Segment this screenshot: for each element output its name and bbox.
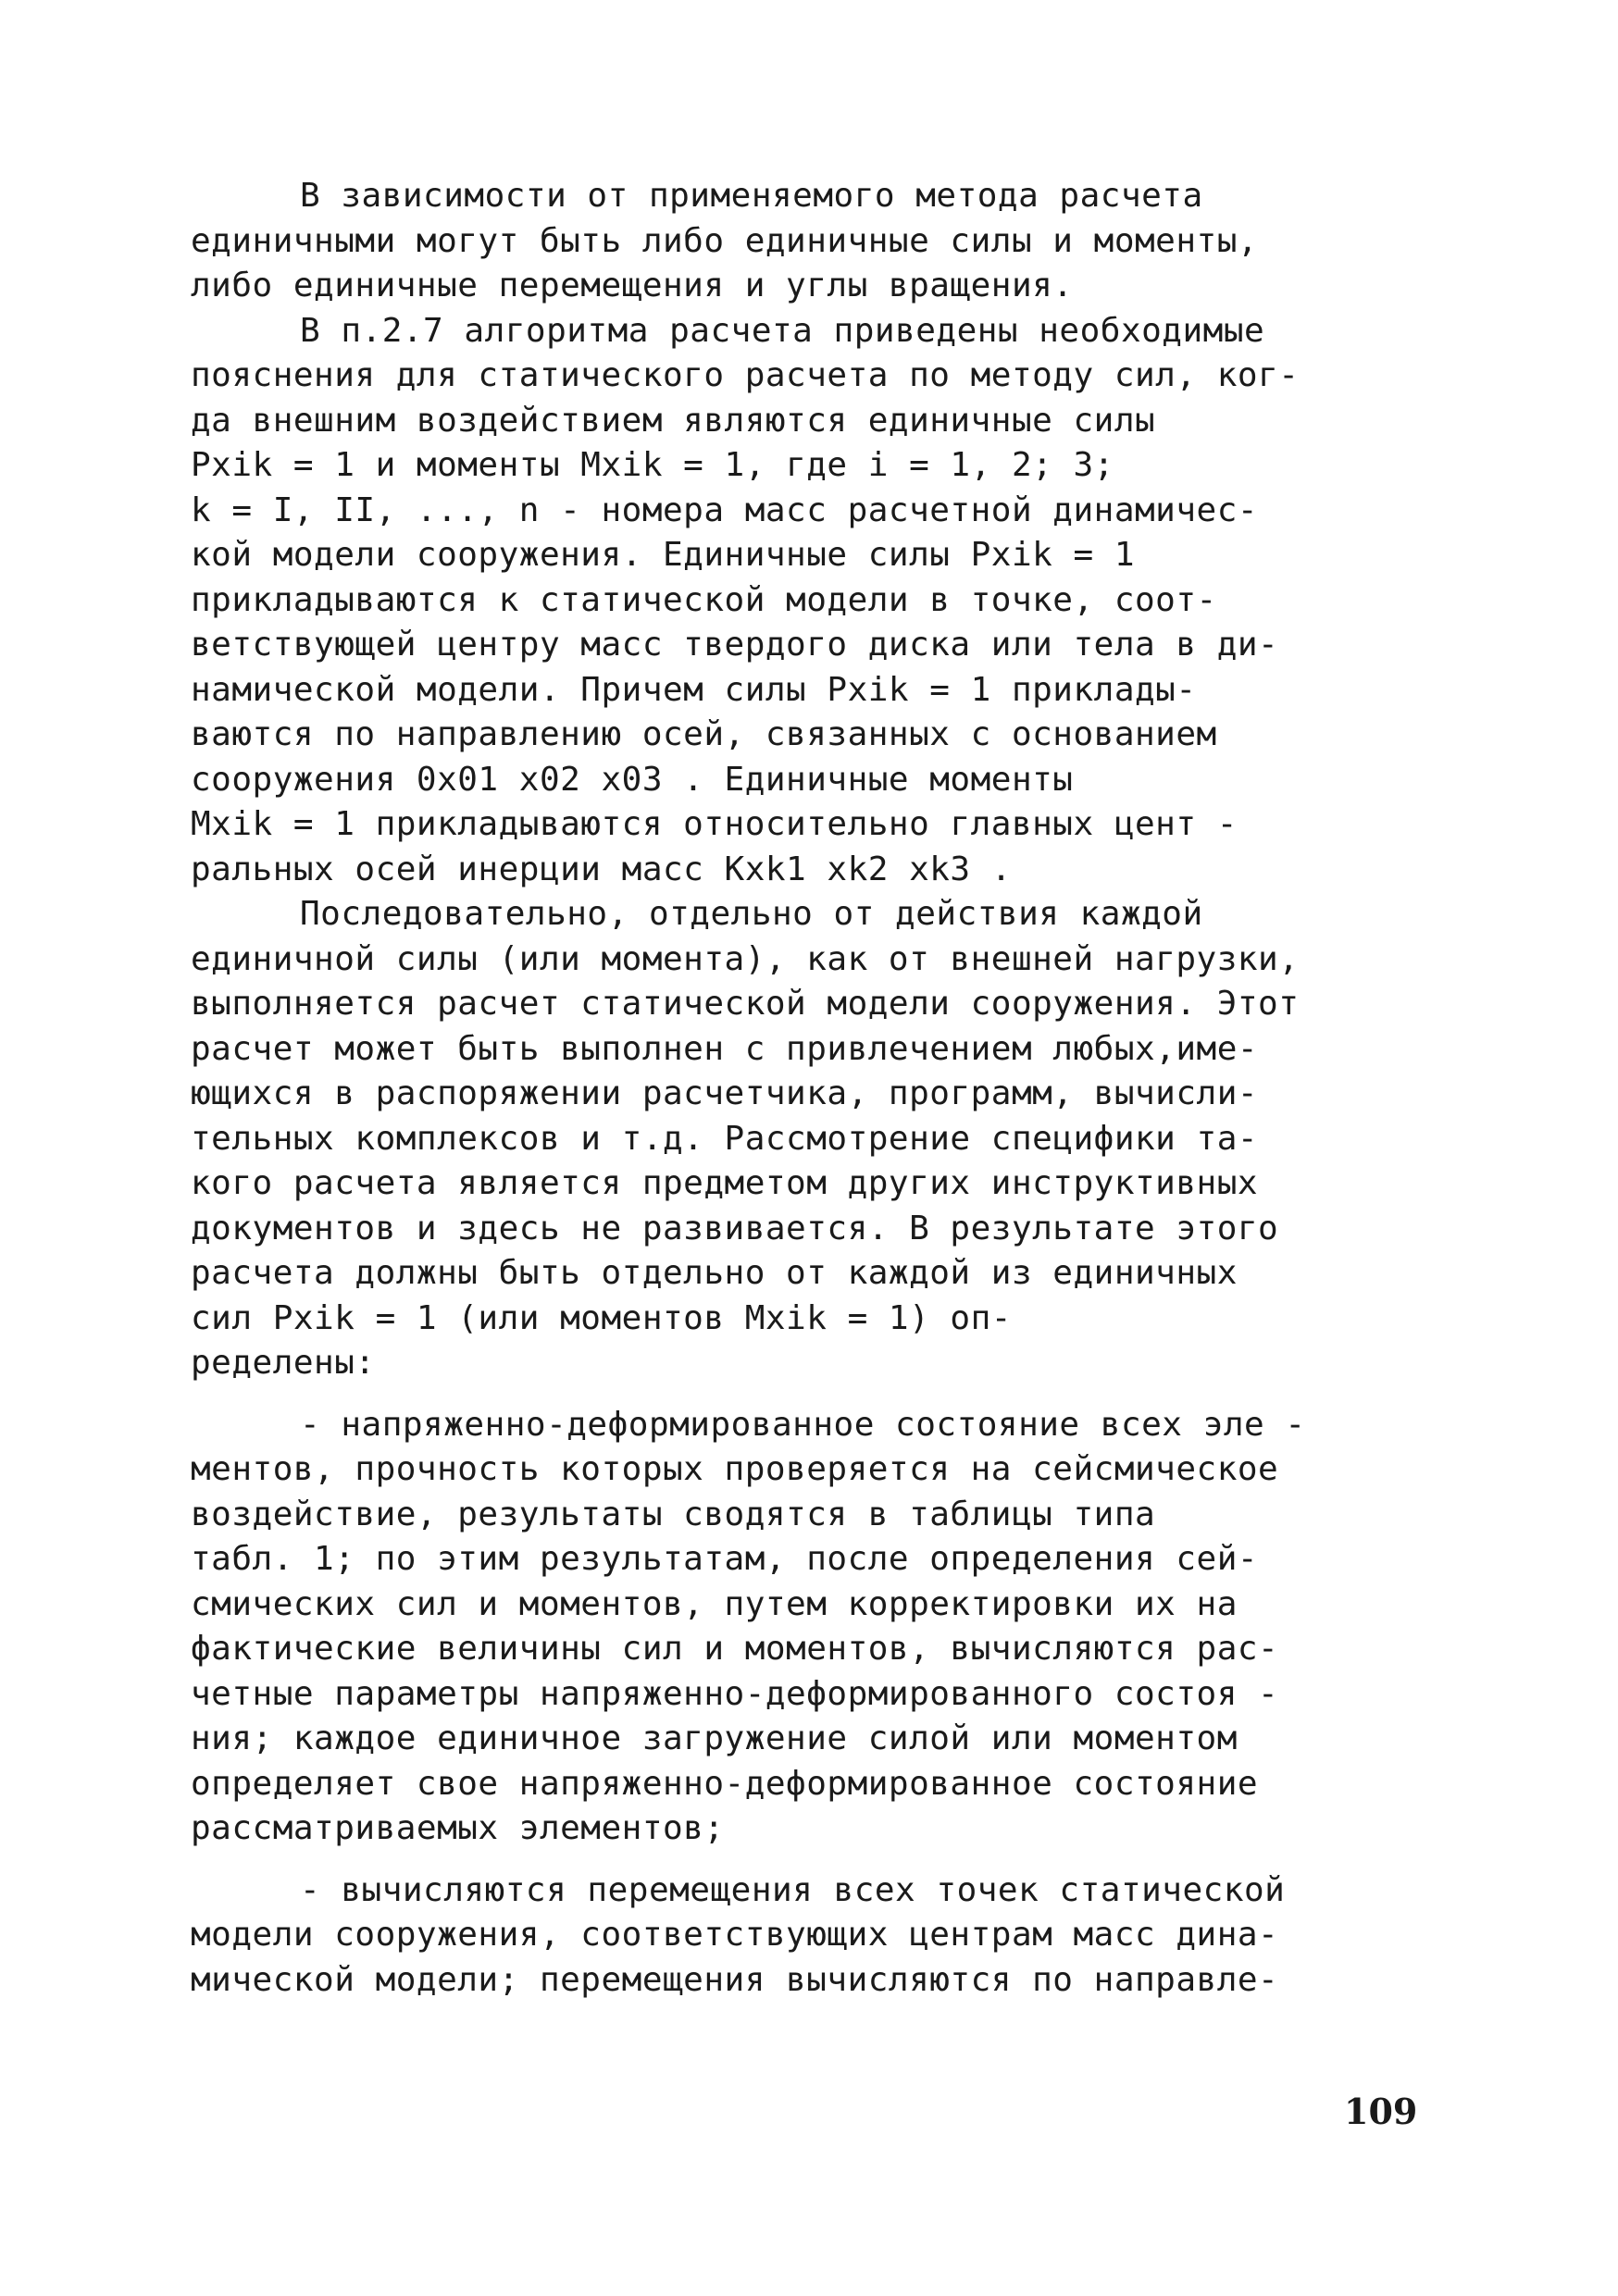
text-line: либо единичные перемещения и углы вращения.	[191, 267, 1074, 304]
text-line: прикладываются к статической модели в точке, соот-	[191, 580, 1217, 619]
text-line: кой модели сооружения. Единичные силы Pxik = 1	[191, 536, 1135, 574]
text-line: ющихся в распоряжении расчетчика, программ, вычисли-	[191, 1074, 1259, 1112]
text-line: ваются по направлению осей, связанных с основанием	[191, 715, 1217, 753]
text-line: - вычисляются перемещения всех точек статической	[300, 1870, 1286, 1909]
text-line: кого расчета является предметом других инструктивных	[191, 1164, 1259, 1202]
text-line: единичной силы (или момента), как от внешней нагрузки,	[191, 939, 1300, 978]
text-line: ределены:	[191, 1344, 376, 1382]
text-line: ветствующей центру масс твердого диска или тела в ди-	[191, 626, 1279, 664]
text-line: пояснения для статического расчета по методу сил, ког-	[191, 356, 1300, 394]
body-text	[191, 174, 1431, 2003]
text-line: В зависимости от применяемого метода расчета	[300, 177, 1203, 215]
text-line: - напряженно-деформированное состояние всех эле -	[300, 1405, 1306, 1444]
text-line: намической модели. Причем силы Pxik = 1 приклады-	[191, 670, 1197, 709]
text-line: определяет свое напряженно-деформированное состояние	[191, 1764, 1259, 1803]
text-line: расчета должны быть отдельно от каждой из единичных	[191, 1254, 1238, 1292]
text-line: документов и здесь не развивается. В результате этого	[191, 1209, 1279, 1247]
paragraph-gap	[191, 1852, 1431, 1868]
text-line: ментов, прочность которых проверяется на сейсмическое	[191, 1450, 1279, 1488]
text-line: да внешним воздействием являются единичные силы	[191, 401, 1156, 440]
text-line: расчет может быть выполнен с привлечением любых,име-	[191, 1029, 1259, 1068]
text-line: воздействие, результаты сводятся в таблицы типа	[191, 1495, 1156, 1533]
text-line: фактические величины сил и моментов, вычисляются рас-	[191, 1630, 1279, 1668]
text-line: Mxik = 1 прикладываются относительно главных цент -	[191, 805, 1238, 843]
text-line: мической модели; перемещения вычисляются по направле-	[191, 1960, 1279, 1999]
text-line: ральных осей инерции масс Kxk1 xk2 xk3 .	[191, 850, 1012, 888]
text-line: k = I, II, ..., n - номера масс расчетной динамичес-	[191, 490, 1259, 529]
text-line: сооружения 0x01 x02 x03 . Единичные моменты	[191, 760, 1074, 799]
text-line: сил Pxik = 1 (или моментов Mxik = 1) оп-	[191, 1298, 1012, 1337]
text-line: Pxik = 1 и моменты Mxik = 1, где i = 1, 2; 3;	[191, 446, 1114, 484]
text-line: ния; каждое единичное загружение силой или моментом	[191, 1719, 1238, 1757]
text-line: Последовательно, отдельно от действия каждой	[300, 895, 1203, 933]
text-line: единичными могут быть либо единичные силы и моменты,	[191, 221, 1259, 260]
text-line: рассматриваемых элементов;	[191, 1809, 725, 1847]
text-line: смических сил и моментов, путем корректировки их на	[191, 1584, 1238, 1623]
text-line: тельных комплексов и т.д. Рассмотрение специфики та-	[191, 1119, 1259, 1158]
text-line: В п.2.7 алгоритма расчета приведены необходимые	[300, 311, 1265, 350]
text-line: модели сооружения, соответствующих центрам масс дина-	[191, 1916, 1279, 1954]
text-line: четные параметры напряженно-деформированного состоя -	[191, 1674, 1279, 1713]
page-number: 109	[1344, 2091, 1418, 2132]
text-line: выполняется расчет статической модели сооружения. Этот	[191, 985, 1300, 1023]
paragraph-gap	[191, 1386, 1431, 1403]
text-line: табл. 1; по этим результатам, после определения сей-	[191, 1540, 1259, 1578]
